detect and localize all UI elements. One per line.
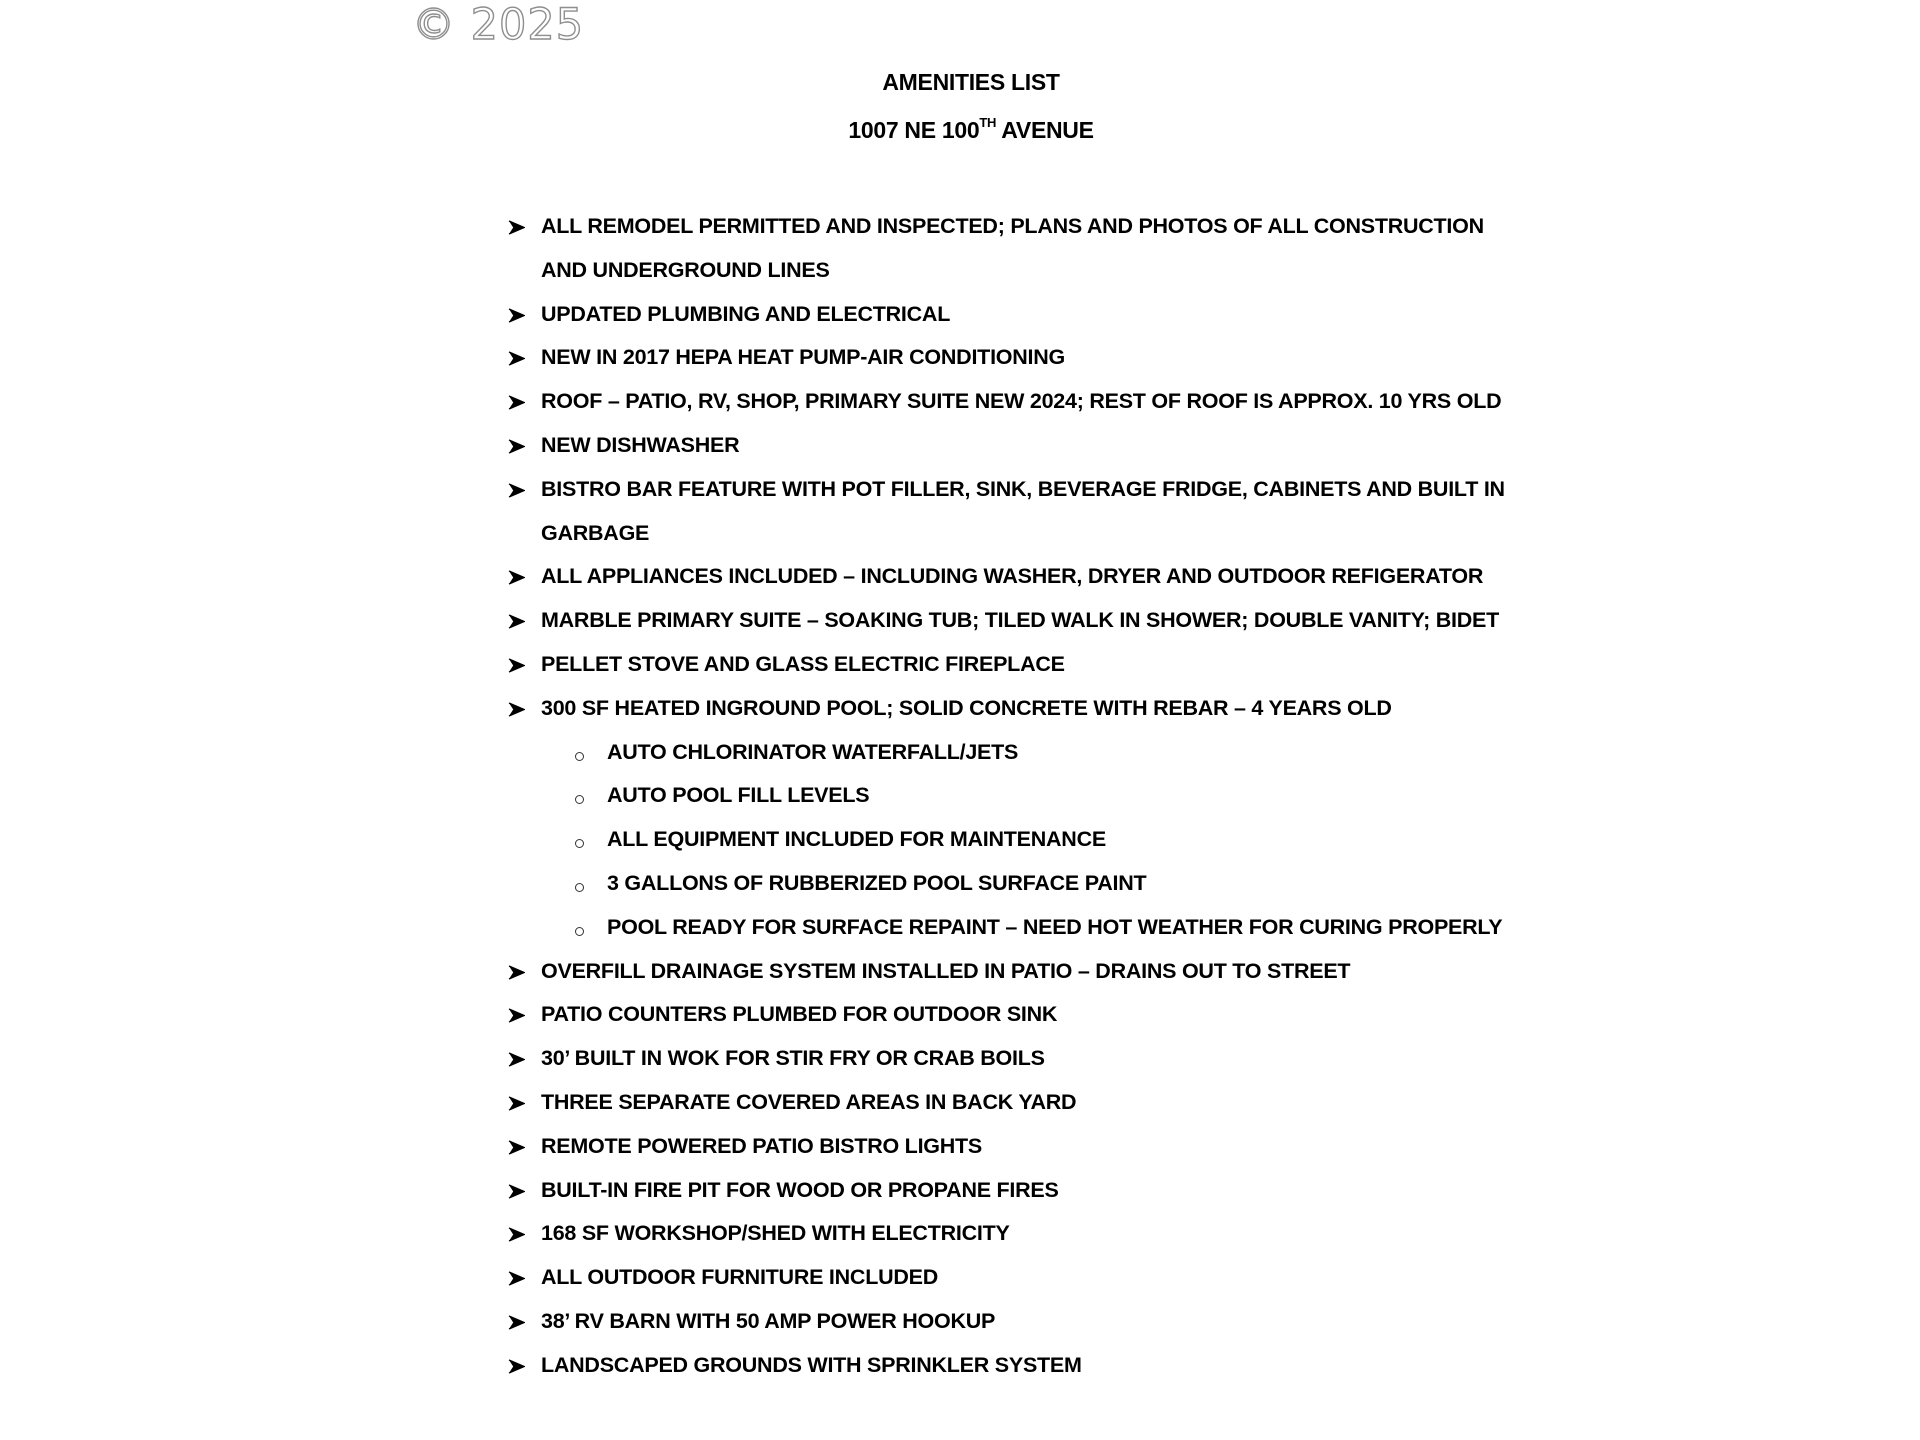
circle-bullet-icon — [575, 774, 595, 818]
arrow-bullet-icon — [508, 1344, 528, 1388]
arrow-bullet-icon — [508, 1212, 528, 1256]
arrow-bullet-icon — [508, 468, 528, 512]
list-item-text: PATIO COUNTERS PLUMBED FOR OUTDOOR SINK — [541, 1002, 1058, 1027]
list-item — [0, 380, 1920, 424]
list-item — [0, 1081, 1920, 1125]
address-main: 1007 NE 100 — [848, 117, 980, 143]
list-item-text: AUTO POOL FILL LEVELS — [607, 783, 870, 808]
arrow-bullet-icon — [508, 1169, 528, 1213]
list-item — [0, 993, 1920, 1037]
list-item-continuation — [0, 249, 1920, 293]
list-item-text: 168 SF WORKSHOP/SHED WITH ELECTRICITY — [541, 1221, 1010, 1246]
circle-shape — [575, 927, 584, 936]
arrow-bullet-icon — [508, 1300, 528, 1344]
list-item-text: NEW IN 2017 HEPA HEAT PUMP-AIR CONDITIONING — [541, 345, 1066, 370]
arrow-bullet-icon — [508, 1256, 528, 1300]
pool-feature-item — [0, 731, 1920, 775]
list-item — [0, 293, 1920, 337]
list-item — [0, 424, 1920, 468]
list-item-text: MARBLE PRIMARY SUITE – SOAKING TUB; TILED WALK IN SHOWER; DOUBLE VANITY; BIDET — [541, 608, 1499, 633]
pool-feature-item — [0, 862, 1920, 906]
property-address — [0, 117, 1920, 144]
list-item-continuation — [0, 512, 1920, 556]
list-item — [0, 205, 1920, 249]
list-item-text: ROOF – PATIO, RV, SHOP, PRIMARY SUITE NEW 2024; REST OF ROOF IS APPROX. 10 YRS OLD — [541, 389, 1502, 414]
list-item-text: ALL REMODEL PERMITTED AND INSPECTED; PLANS AND PHOTOS OF ALL CONSTRUCTION — [541, 214, 1484, 238]
circle-bullet-icon — [575, 731, 595, 775]
arrow-bullet-icon — [508, 555, 528, 599]
list-item-text: AND UNDERGROUND LINES — [541, 257, 830, 282]
arrow-bullet-icon — [508, 1081, 528, 1125]
list-item — [0, 687, 1920, 731]
list-item — [0, 1169, 1920, 1213]
list-item-text: 300 SF HEATED INGROUND POOL; SOLID CONCRETE WITH REBAR – 4 YEARS OLD — [541, 695, 1392, 720]
pool-feature-item — [0, 818, 1920, 862]
arrow-bullet-icon — [508, 950, 528, 994]
list-item — [0, 643, 1920, 687]
document-title: AMENITIES LIST — [882, 69, 1060, 95]
circle-shape — [575, 795, 584, 804]
address-tail: AVENUE — [996, 117, 1094, 143]
list-item-text: NEW DISHWASHER — [541, 432, 740, 457]
list-item-text: REMOTE POWERED PATIO BISTRO LIGHTS — [541, 1133, 983, 1158]
circle-shape — [575, 839, 584, 848]
list-item-text: POOL READY FOR SURFACE REPAINT – NEED HOT WEATHER FOR CURING PROPERLY — [607, 914, 1503, 939]
circle-bullet-icon — [575, 818, 595, 862]
arrow-bullet-icon — [508, 293, 528, 337]
amenities-list — [0, 205, 1920, 1388]
list-item-text: 30’ BUILT IN WOK FOR STIR FRY OR CRAB BOILS — [541, 1046, 1045, 1071]
arrow-bullet-icon — [508, 1125, 528, 1169]
arrow-bullet-icon — [508, 380, 528, 424]
list-item-text: 38’ RV BARN WITH 50 AMP POWER HOOKUP — [541, 1308, 996, 1333]
list-item-text: ALL APPLIANCES INCLUDED – INCLUDING WASHER, DRYER AND OUTDOOR REFIGERATOR — [541, 564, 1484, 589]
list-item-text: BISTRO BAR FEATURE WITH POT FILLER, SINK, BEVERAGE FRIDGE, CABINETS AND BUILT IN — [541, 476, 1505, 501]
arrow-bullet-icon — [508, 424, 528, 468]
arrow-bullet-icon — [508, 205, 528, 249]
circle-shape — [575, 883, 584, 892]
list-item — [0, 468, 1920, 512]
list-item-text: UPDATED PLUMBING AND ELECTRICAL — [541, 301, 951, 326]
list-item-text: ALL OUTDOOR FURNITURE INCLUDED — [541, 1265, 939, 1290]
arrow-bullet-icon — [508, 993, 528, 1037]
circle-shape — [575, 752, 584, 761]
list-item-text: LANDSCAPED GROUNDS WITH SPRINKLER SYSTEM — [541, 1352, 1082, 1377]
address-ordinal-suffix: TH — [979, 115, 997, 130]
list-item — [0, 555, 1920, 599]
arrow-bullet-icon — [508, 643, 528, 687]
list-item — [0, 599, 1920, 643]
list-item-text: ALL EQUIPMENT INCLUDED FOR MAINTENANCE — [607, 827, 1106, 852]
list-item-text: PELLET STOVE AND GLASS ELECTRIC FIREPLACE — [541, 651, 1065, 676]
list-item — [0, 1344, 1920, 1388]
list-item — [0, 1212, 1920, 1256]
circle-bullet-icon — [575, 862, 595, 906]
list-item — [0, 1300, 1920, 1344]
copyright-watermark: © 2025 — [412, 0, 585, 50]
list-item-text: GARBAGE — [541, 520, 650, 545]
arrow-bullet-icon — [508, 1037, 528, 1081]
arrow-bullet-icon — [508, 336, 528, 380]
list-item — [0, 336, 1920, 380]
circle-bullet-icon — [575, 906, 595, 950]
list-item — [0, 1037, 1920, 1081]
pool-feature-item — [0, 906, 1920, 950]
list-item-text: BUILT-IN FIRE PIT FOR WOOD OR PROPANE FIRES — [541, 1177, 1059, 1202]
arrow-bullet-icon — [508, 687, 528, 731]
list-item — [0, 1256, 1920, 1300]
list-item-text: 3 GALLONS OF RUBBERIZED POOL SURFACE PAINT — [607, 870, 1147, 895]
list-item — [0, 1125, 1920, 1169]
arrow-bullet-icon — [508, 599, 528, 643]
list-item — [0, 950, 1920, 994]
list-item-text: THREE SEPARATE COVERED AREAS IN BACK YARD — [541, 1089, 1077, 1114]
list-item-text: OVERFILL DRAINAGE SYSTEM INSTALLED IN PATIO – DRAINS OUT TO STREET — [541, 958, 1351, 983]
list-item-text: AUTO CHLORINATOR WATERFALL/JETS — [607, 739, 1019, 764]
pool-feature-item — [0, 774, 1920, 818]
